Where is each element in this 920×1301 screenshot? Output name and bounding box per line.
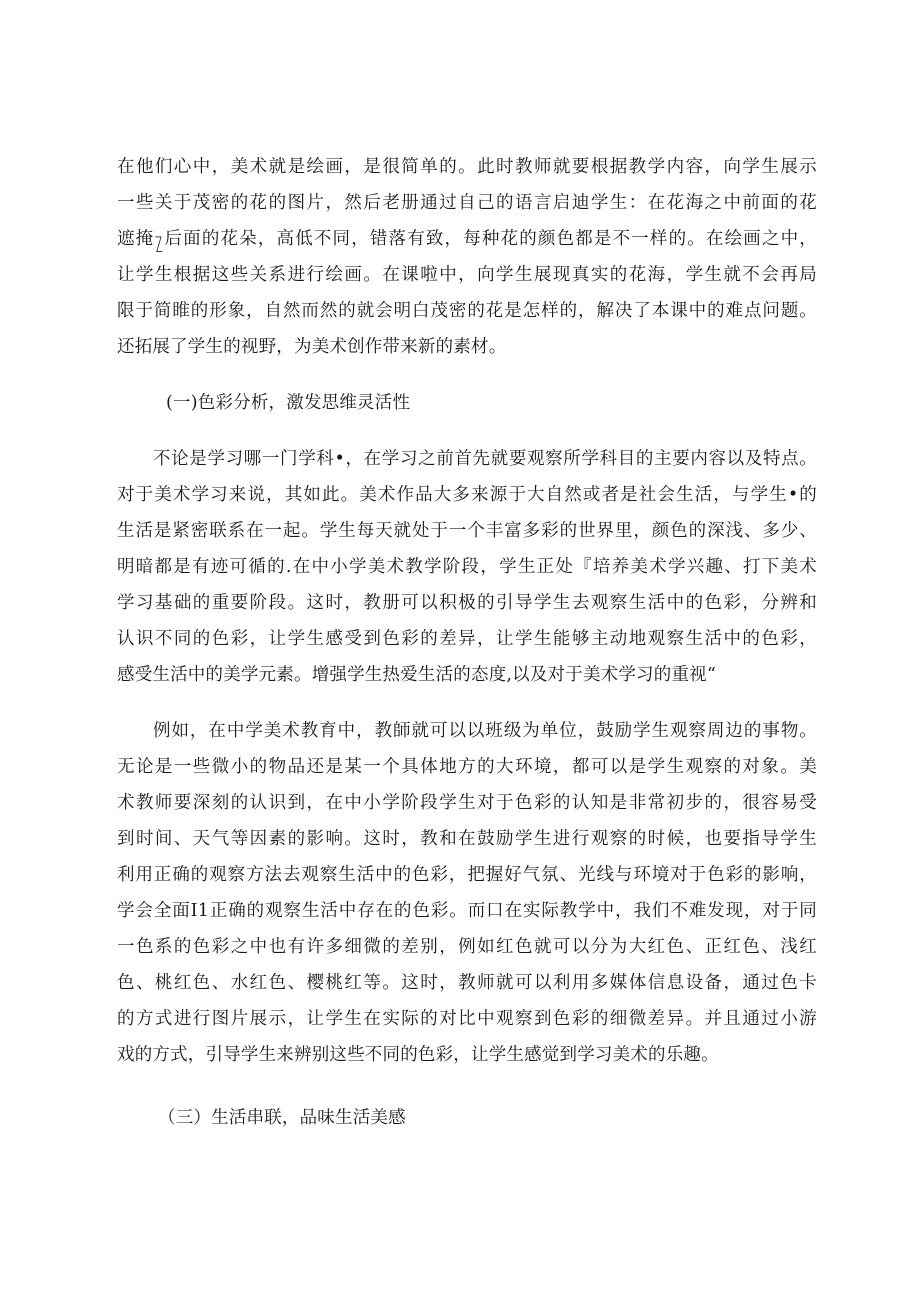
paragraph-line: 术教师要深刻的认识到，在中小学阶段学生对于色彩的认知是非常初步的，很容易受: [117, 793, 817, 813]
section-heading-2: （三）生活串联，品味生活美感: [158, 1108, 406, 1128]
section-heading-1: (一)色彩分析，激发思维灵活性: [166, 393, 411, 413]
paragraph-line: 限于简睢的形象，自然而然的就会明白茂密的花是怎样的，解决了本课中的难点问题。: [117, 301, 817, 321]
paragraph-line: 明暗都是有迹可循的.在中小学美术教学阶段，学生正处『培养美术学兴趣、打下美术: [117, 557, 817, 577]
paragraph-line: 例如，在中学美术教育中，教師就可以以班级为单位，鼓励学生观察周边的事物。: [153, 721, 817, 741]
paragraph-line: 色、桃红色、水红色、樱桃红等。这时，教师就可以利用多媒体信息设备，通过色卡: [117, 973, 817, 993]
paragraph-line: 让学生根据这些关系进行绘画。在课啦中，向学生展现真实的花海，学生就不会再局: [117, 265, 817, 285]
paragraph-line: 还拓展了学生的视野，为美术创作带来新的素材。: [117, 337, 507, 357]
paragraph-line: 遮掩႗后面的花朵，高低不同，错落有致，每种花的颜色都是不一样的。在绘画之中，: [117, 229, 817, 249]
paragraph-line: 戏的方式，引导学生来辨别这些不同的色彩，让学生感觉到学习美术的乐趣。: [117, 1045, 719, 1065]
paragraph-line: 对于美术学习来说，其如此。美术作品大多来源于大自然或者是社会生活，与学生•的: [117, 485, 817, 505]
paragraph-line: 利用正确的观察方法去观察生活中的色彩，把握好气氛、光线与环境对于色彩的影响，: [117, 865, 817, 885]
paragraph-line: 到时间、天气等因素的影响。这时，教和在鼓励学生进行观察的时候，也要指导学生: [117, 829, 817, 849]
paragraph-line: 生活是紧密联系在一起。学生每天就处于一个丰富多彩的世界里，颜色的深浅、多少、: [117, 521, 817, 541]
paragraph-line: 的方式进行图片展示，让学生在实际的对比中观察到色彩的细微差异。并且通过小游: [117, 1009, 817, 1029]
paragraph-line: 学习基础的重要阶段。这时，教册可以积极的引导学生去观察生活中的色彩，分辨和: [117, 593, 817, 613]
paragraph-line: 学会全面I1正确的观察生活中存在的色彩。而口在实际教学中，我们不难发现，对于同: [117, 901, 817, 921]
paragraph-line: 在他们心中，美术就是绘画，是很简单的。此时教师就要根据教学内容，向学生展示: [117, 157, 817, 177]
paragraph-line: 无论是一些微小的物品还是某一个具体地方的大环境，都可以是学生观察的对象。美: [117, 757, 817, 777]
paragraph-line: 一些关于茂密的花的图片，然后老册通过自己的语言启迪学生：在花海之中前面的花: [117, 193, 817, 213]
paragraph-line: 感受生活中的美学元素。增强学生热爱生活的态度,以及对于美术学习的重视“: [117, 665, 717, 685]
paragraph-line: 一色系的色彩之中也有许多细微的差别，例如红色就可以分为大红色、正红色、浅红: [117, 937, 817, 957]
paragraph-line: 不论是学习哪一门学科•，在学习之前首先就要观察所学科目的主要内容以及特点。: [153, 449, 817, 469]
paragraph-line: 认识不同的色彩，让学生感受到色彩的差异，让学生能够主动地观察生活中的色彩，: [117, 629, 817, 649]
